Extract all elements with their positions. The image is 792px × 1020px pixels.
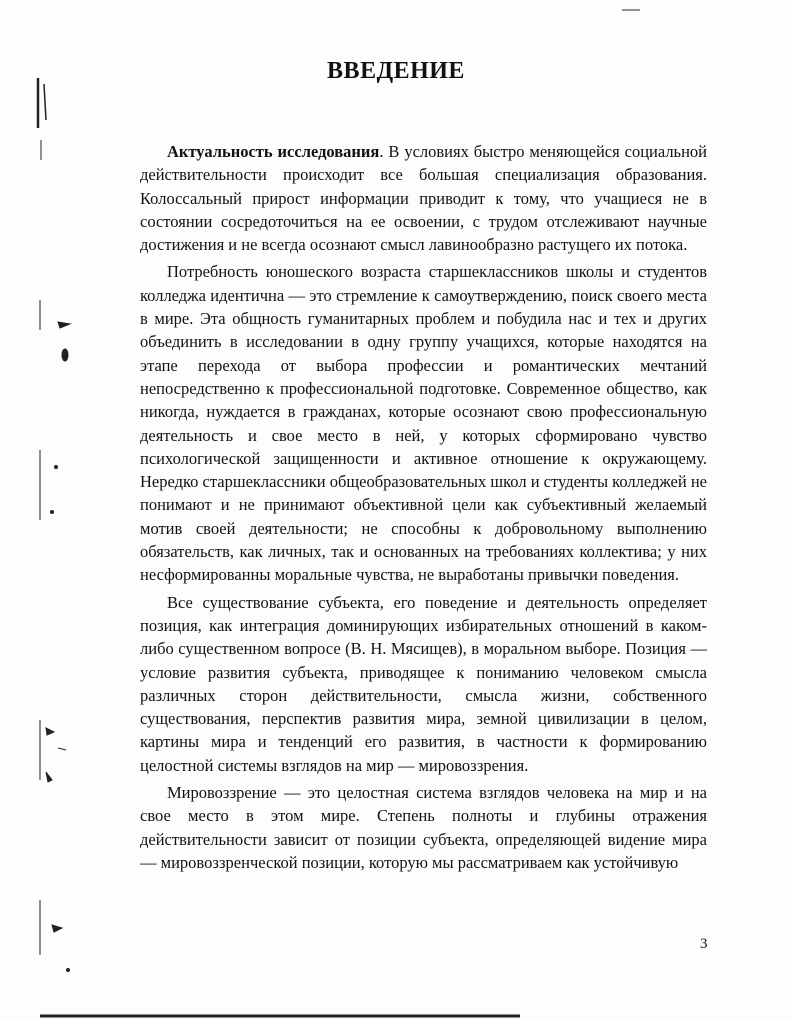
page-number: 3 (700, 936, 708, 952)
paragraph-2: Потребность юношеского возраста старшеклассников школы и студентов колледжа идентична — это стремление к самоутверждению, поиск своего места в мире. Эта общность гуманитарных проблем и побудила нас и тех и других объединить в исследовании в одну группу учащихся, которые находятся на этапе перехода от выбора профессии и романтических мечтаний непосредственно к профессиональной подготовке. Современное общество, как никогда, нуждается в гражданах, которые осознают свою профессиональную деятельность и свое место в ней, у которых сформировано чувство психологической защищенности и активное отношение к окружающему. Нередко старшеклассники общеобразовательных школ и студенты колледжей не понимают и не принимают объективной цели как субъективный желаемый мотив своей деятельности; не способны к добровольному выполнению обязательств, как личных, так и основанных на требованиях коллектива; у них несформированны моральные чувства, не выработаны привычки поведения. (140, 262, 707, 585)
paragraph-3: Все существование субъекта, его поведение и деятельность определяет позиция, как интеграция доминирующих избирательных отношений в каком-либо существенном вопросе (В. Н. Мясищев), в моральном выборе. Позиция — условие развития субъекта, приводящее к пониманию человеком смысла различных сторон действительности, смысла жизни, собственного существования, перспектив развития мира, земной цивилизации в целом, картины мира и тенденций его развития, в частности к формированию целостной системы взглядов на мир — мировоззрения. (140, 592, 707, 775)
paragraph-1-text: . В условиях быстро меняющейся социальной действительности происходит все большая специализация образования. Колоссальный прирост информации приводит к тому, что учащиеся не в состоянии сосредоточиться на ее освоении, с трудом отслеживают научные достижения и не всегда осознают смысл лавинообразно растущего их потока. (140, 142, 707, 255)
body-text (140, 140, 707, 878)
paragraph-1-lead: Актуальность исследования (167, 142, 380, 161)
paragraph-4: Мировоззрение — это целостная система взглядов человека на мир и на свое место в этом мире. Степень полноты и глубины отражения действительности зависит от позиции субъекта, определяющей видение мира — мировоззренческой позиции, которую мы рассматриваем как устойчивую (140, 783, 707, 872)
page-title: ВВЕДЕНИЕ (327, 58, 465, 84)
paragraph-1 (140, 140, 707, 256)
